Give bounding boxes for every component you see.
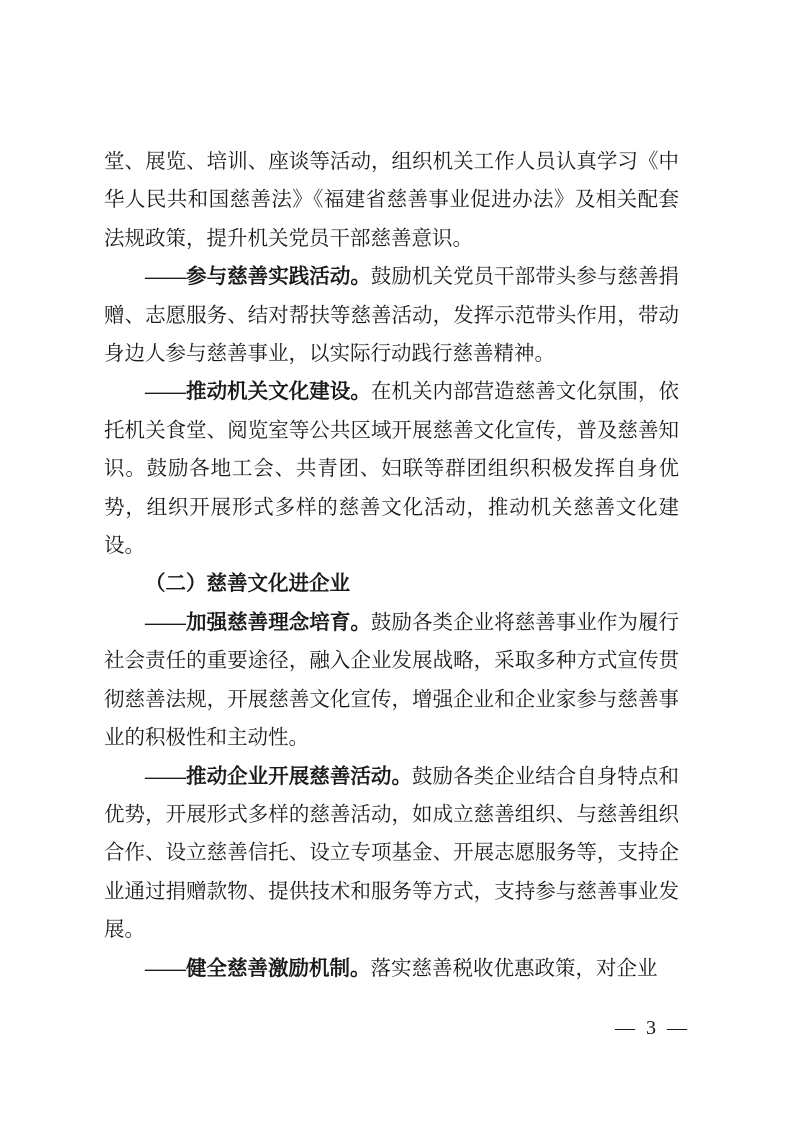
paragraph-text: 在机关内部营造慈善文化氛围，依托机关食堂、阅览室等公共区域开展慈善文化宣传，普及慈善知识。鼓励各地工会、共青团、妇联等群团组织积极发挥自身优势，组织开展形式多样的慈善文化活动，推动机关慈善文化建设。 <box>104 381 680 558</box>
paragraph-enterprise-activities <box>104 758 679 950</box>
page-number: — 3 — <box>615 1017 690 1039</box>
paragraph-text: 鼓励各类企业结合自身特点和优势，开展形式多样的慈善活动，如成立慈善组织、与慈善组织合作、设立慈善信托、设立专项基金、开展志愿服务等，支持企业通过捐赠款物、提供技术和服务等方式，支持参与慈善事业发展。 <box>104 765 679 942</box>
paragraph-lead: ——推动机关文化建设。 <box>145 381 371 404</box>
paragraph-agency-culture <box>104 373 679 565</box>
paragraph-concept-cultivation <box>104 604 679 758</box>
section-heading-charity-into-enterprises <box>104 565 679 603</box>
paragraph-lead: ——健全慈善激励机制。 <box>145 957 371 980</box>
paragraph-lead: ——参与慈善实践活动。 <box>145 266 371 289</box>
document-body <box>104 143 679 988</box>
paragraph-charity-practice <box>104 258 679 373</box>
paragraph-lead: ——加强慈善理念培育。 <box>145 611 371 634</box>
paragraph-continuation <box>104 143 679 258</box>
paragraph-text: 鼓励各类企业将慈善事业作为履行社会责任的重要途径，融入企业发展战略，采取多种方式宣传贯彻慈善法规，开展慈善文化宣传，增强企业和企业家参与慈善事业的积极性和主动性。 <box>104 611 680 750</box>
paragraph-lead: ——推动企业开展慈善活动。 <box>145 765 412 788</box>
section-heading-text: （二）慈善文化进企业 <box>145 573 350 596</box>
paragraph-text: 鼓励机关党员干部带头参与慈善捐赠、志愿服务、结对帮扶等慈善活动，发挥示范带头作用，带动身边人参与慈善事业，以实际行动践行慈善精神。 <box>104 266 680 366</box>
paragraph-text: 落实慈善税收优惠政策，对企业 <box>370 957 658 980</box>
paragraph-text: 堂、展览、培训、座谈等活动，组织机关工作人员认真学习《中华人民共和国慈善法》《福建省慈善事业促进办法》及相关配套法规政策，提升机关党员干部慈善意识。 <box>104 151 679 250</box>
paragraph-incentive-mechanism <box>104 950 679 988</box>
